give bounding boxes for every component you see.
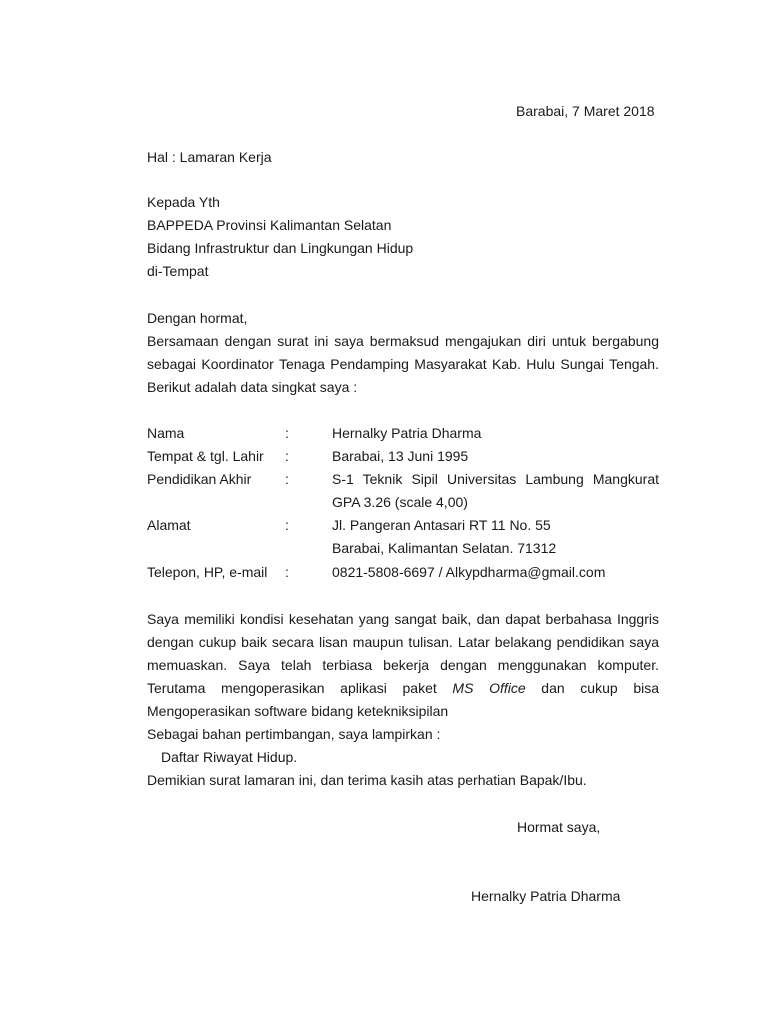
body-line: dengan cukup baik secara lisan maupun tulisan. Latar belakang pendidikan saya	[147, 634, 659, 650]
body-line	[147, 677, 659, 700]
data-row-pendidikan-cont	[147, 493, 659, 511]
body-text: dan cukup bisa	[541, 680, 659, 696]
field-label: Nama	[147, 425, 185, 441]
attachment-item: Daftar Riwayat Hidup.	[161, 749, 298, 765]
ms-office-text: MS Office	[452, 680, 526, 696]
body-line: memuaskan. Saya telah terbiasa bekerja dengan menggunakan komputer.	[147, 657, 659, 673]
recipient-line: Kepada Yth	[147, 194, 220, 210]
body-line: Saya memiliki kondisi kesehatan yang sangat baik, dan dapat berbahasa Inggris	[147, 611, 659, 627]
recipient-line: BAPPEDA Provinsi Kalimantan Selatan	[147, 217, 392, 233]
subject-line: Hal : Lamaran Kerja	[147, 149, 272, 165]
recipient-line: Bidang Infrastruktur dan Lingkungan Hidup	[147, 240, 414, 256]
place-date: Barabai, 7 Maret 2018	[516, 103, 655, 119]
body-paragraph	[147, 608, 659, 792]
field-value: 0821-5808-6697 / Alkypdharma@gmail.com	[332, 564, 606, 580]
data-row-pendidikan	[147, 470, 659, 488]
field-label: Tempat & tgl. Lahir	[147, 448, 264, 464]
field-label: Alamat	[147, 517, 191, 533]
opening-paragraph	[147, 307, 659, 399]
signature-name: Hernalky Patria Dharma	[471, 888, 621, 904]
intro-line: Berikut adalah data singkat saya :	[147, 379, 358, 395]
closing: Hormat saya,	[517, 819, 601, 835]
field-value: Hernalky Patria Dharma	[332, 425, 482, 441]
data-row-ttl	[147, 447, 659, 465]
data-row-alamat	[147, 516, 659, 534]
recipient-block	[147, 191, 659, 283]
field-label: Pendidikan Akhir	[147, 471, 252, 487]
recipient-line: di-Tempat	[147, 263, 209, 279]
intro-line: sebagai Koordinator Tenaga Pendamping Masyarakat Kab. Hulu Sungai Tengah.	[147, 356, 659, 372]
body-line: Demikian surat lamaran ini, dan terima kasih atas perhatian Bapak/Ibu.	[147, 772, 587, 788]
data-row-kontak	[147, 563, 659, 581]
field-value: Jl. Pangeran Antasari RT 11 No. 55	[332, 517, 551, 533]
body-line: Sebagai bahan pertimbangan, saya lampirkan :	[147, 726, 441, 742]
field-separator: :	[285, 564, 289, 580]
field-label: Telepon, HP, e-mail	[147, 564, 268, 580]
field-separator: :	[285, 448, 289, 464]
intro-line: Bersamaan dengan surat ini saya bermaksud mengajukan diri untuk bergabung	[147, 333, 659, 349]
data-row-alamat-cont	[147, 539, 659, 557]
field-separator: :	[285, 517, 289, 533]
field-separator: :	[285, 425, 289, 441]
greeting: Dengan hormat,	[147, 310, 248, 326]
field-value: Barabai, 13 Juni 1995	[332, 448, 469, 464]
body-line: Mengoperasikan software bidang ketekniksipilan	[147, 703, 449, 719]
field-value: Barabai, Kalimantan Selatan. 71312	[332, 540, 557, 556]
data-row-nama	[147, 424, 659, 442]
field-value: GPA 3.26 (scale 4,00)	[332, 494, 468, 510]
body-text: Terutama mengoperasikan aplikasi paket	[147, 680, 437, 696]
field-separator: :	[285, 471, 289, 487]
field-value: S-1 Teknik Sipil Universitas Lambung Mangkurat	[332, 471, 659, 487]
